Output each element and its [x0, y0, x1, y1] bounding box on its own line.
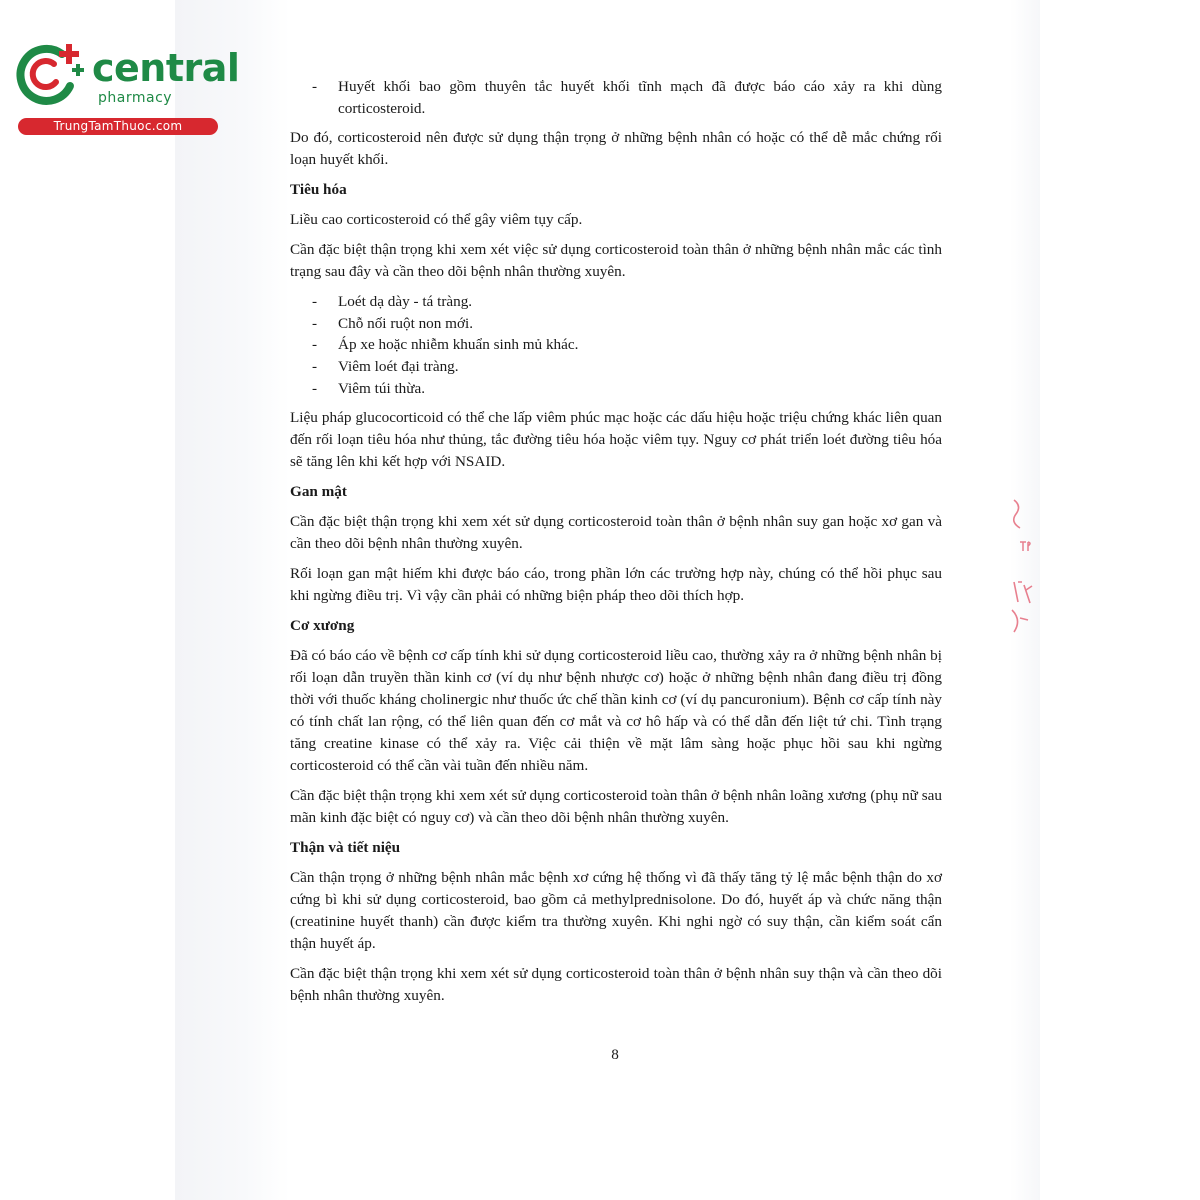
paragraph-hepatobiliary-2: Rối loạn gan mật hiếm khi được báo cáo, trong phần lớn các trường hợp này, chúng có thể hồi phục sau khi ngừng điều trị. Vì vậy cần phải có những biện pháp theo dõi thích hợp.	[290, 565, 942, 605]
stamp-fragment-icon	[1006, 490, 1036, 650]
heading-musculoskeletal: Cơ xương	[290, 617, 355, 635]
paragraph-digestive-3: Liệu pháp glucocorticoid có thể che lấp viêm phúc mạc hoặc các dấu hiệu hoặc triệu chứng khác liên quan đến rối loạn tiêu hóa như thủng, tắc đường tiêu hóa hoặc viêm tụy. Nguy cơ phát triển loét đường tiêu hóa sẽ tăng lên khi kết hợp với NSAID.	[290, 409, 942, 471]
document-body	[290, 76, 942, 1015]
paragraph-digestive-2: Cần đặc biệt thận trọng khi xem xét việc sử dụng corticosteroid toàn thân ở những bệnh nhân mắc các tình trạng sau đây và cần theo dõi bệnh nhân thường xuyên.	[290, 241, 942, 281]
list-item: - Áp xe hoặc nhiễm khuẩn sinh mủ khác.	[312, 336, 579, 354]
list-item: - Chỗ nối ruột non mới.	[312, 314, 474, 332]
heading-digestive: Tiêu hóa	[290, 181, 347, 199]
heading-renal-urinary: Thận và tiết niệu	[290, 839, 401, 857]
list-item: - Huyết khối bao gồm thuyên tắc huyết khối tĩnh mạch đã được báo cáo xảy ra khi dùng corticosteroid.	[312, 78, 942, 117]
paragraph-renal-2: Cần đặc biệt thận trọng khi xem xét sử dụng corticosteroid toàn thân ở bệnh nhân suy thận và cần theo dõi bệnh nhân thường xuyên.	[290, 965, 942, 1005]
heading-hepatobiliary: Gan mật	[290, 483, 347, 501]
pharmacy-logo-icon	[10, 38, 90, 108]
central-pharmacy-logo[interactable]	[10, 38, 240, 138]
thrombosis-list	[290, 76, 942, 119]
brand-website[interactable]: TrungTamThuoc.com	[18, 118, 218, 135]
paragraph-thrombosis: Do đó, corticosteroid nên được sử dụng thận trọng ở những bệnh nhân có hoặc có thể dễ mắc chứng rối loạn huyết khối.	[290, 129, 942, 169]
list-item: - Viêm loét đại tràng.	[312, 357, 459, 375]
paragraph-digestive-1: Liều cao corticosteroid có thể gây viêm tụy cấp.	[290, 211, 583, 229]
scan-shading	[175, 0, 290, 1200]
brand-name: central	[92, 46, 240, 90]
paragraph-musculoskeletal-2: Cần đặc biệt thận trọng khi xem xét sử dụng corticosteroid toàn thân ở bệnh nhân loãng xương (phụ nữ sau mãn kinh đặc biệt có nguy cơ) và cần theo dõi bệnh nhân thường xuyên.	[290, 787, 942, 827]
list-item: - Viêm túi thừa.	[312, 379, 426, 397]
paragraph-hepatobiliary-1: Cần đặc biệt thận trọng khi xem xét sử dụng corticosteroid toàn thân ở bệnh nhân suy gan hoặc xơ gan và cần theo dõi bệnh nhân thường xuyên.	[290, 513, 942, 553]
digestive-conditions-list	[290, 291, 942, 399]
paragraph-musculoskeletal-1: Đã có báo cáo về bệnh cơ cấp tính khi sử dụng corticosteroid liều cao, thường xảy ra ở những bệnh nhân bị rối loạn dẫn truyền thần kinh cơ (ví dụ như bệnh nhược cơ) hoặc ở những bệnh nhân đang điều trị đồng thời với thuốc kháng cholinergic như thuốc ức chế thần kinh cơ (ví dụ pancuronium). Bệnh cơ cấp tính này có tính chất lan rộng, có thể liên quan đến cơ mắt và cơ hô hấp và có thể dẫn đến liệt tứ chi. Tình trạng tăng creatine kinase có thể xảy ra. Việc cải thiện về mặt lâm sàng hoặc phục hồi sau khi ngừng corticosteroid có thể cần vài tuần đến nhiều năm.	[290, 647, 942, 775]
page-number: 8	[611, 1046, 619, 1063]
paragraph-renal-1: Cần thận trọng ở những bệnh nhân mắc bệnh xơ cứng hệ thống vì đã thấy tăng tỷ lệ mắc bệnh thận do xơ cứng bì khi sử dụng corticosteroid, bao gồm cả methylprednisolone. Do đó, huyết áp và chức năng thận (creatinine huyết thanh) cần được kiểm tra thường xuyên. Khi nghi ngờ có suy thận, cần kiểm soát cẩn thận huyết áp.	[290, 869, 942, 953]
brand-subtitle: pharmacy	[98, 90, 173, 106]
list-item: - Loét dạ dày - tá tràng.	[312, 293, 473, 311]
